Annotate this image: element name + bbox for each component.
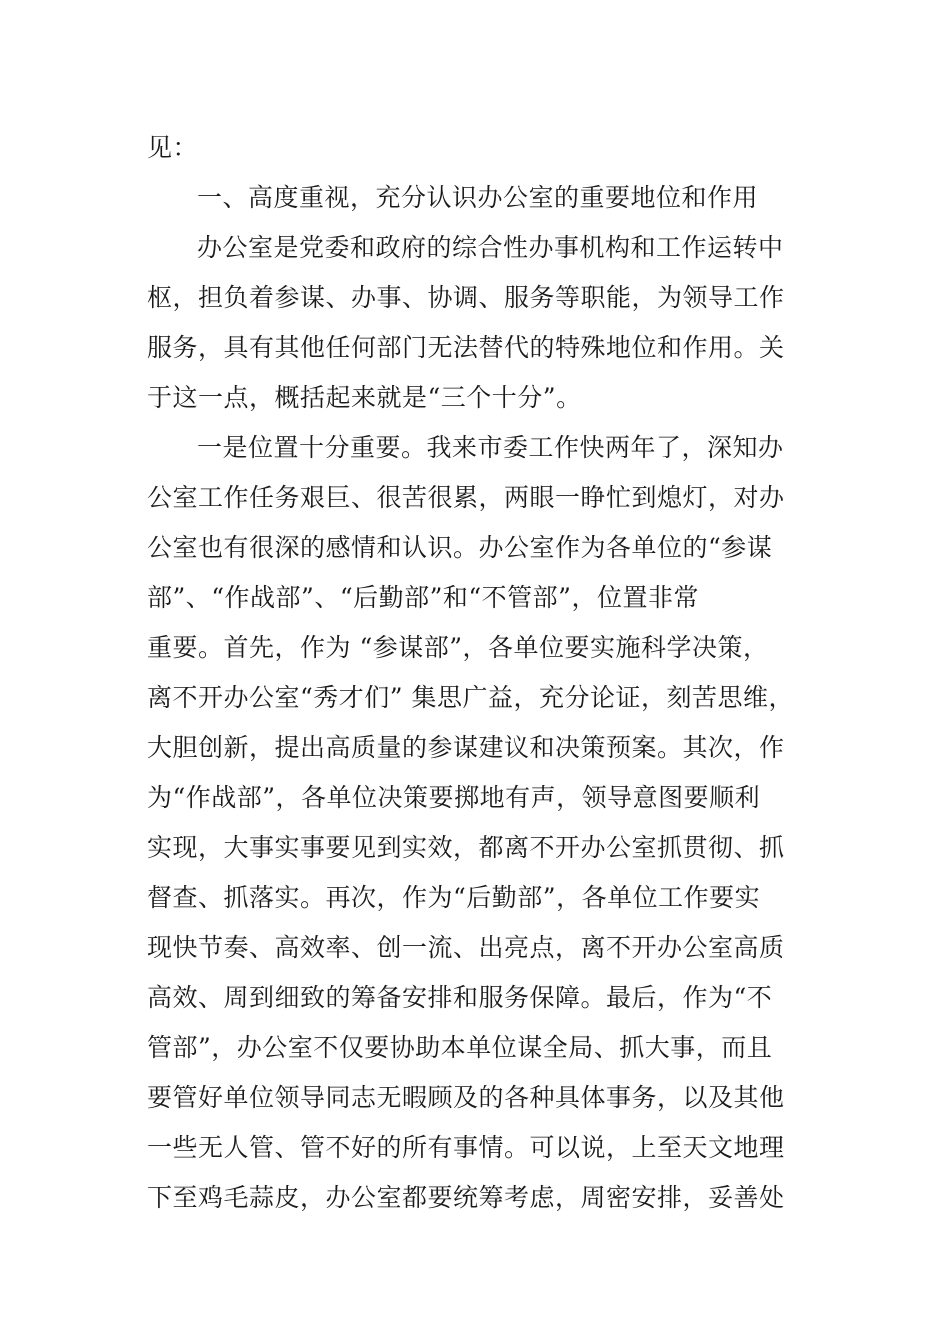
text-line: 大胆创新，提出高质量的参谋建议和决策预案。其次，作 bbox=[147, 733, 785, 762]
text-line: 服务，具有其他任何部门无法替代的特殊地位和作用。关 bbox=[147, 333, 785, 362]
text-line: 现快节奏、高效率、创一流、出亮点，离不开办公室高质 bbox=[147, 933, 785, 962]
text-line: 要管好单位领导同志无暇顾及的各种具体事务，以及其他 bbox=[147, 1083, 785, 1112]
section-heading: 一、高度重视，充分认识办公室的重要地位和作用 bbox=[197, 183, 759, 212]
text-line: 离不开办公室“秀才们” 集思广益，充分论证，刻苦思维， bbox=[147, 683, 795, 712]
text-line: 督查、抓落实。再次，作为“后勤部”，各单位工作要实 bbox=[147, 883, 761, 912]
text-line: 枢，担负着参谋、办事、协调、服务等职能，为领导工作 bbox=[147, 283, 785, 312]
text-line: 公室工作任务艰巨、很苦很累，两眼一睁忙到熄灯，对办 bbox=[147, 483, 785, 512]
text-line: 实现，大事实事要见到实效，都离不开办公室抓贯彻、抓 bbox=[147, 833, 785, 862]
text-line: 部”、“作战部”、“后勤部”和“不管部”，位置非常 bbox=[147, 583, 699, 612]
text-line: 见： bbox=[147, 133, 199, 162]
text-line: 办公室是党委和政府的综合性办事机构和工作运转中 bbox=[197, 233, 784, 262]
text-line: 高效、周到细致的筹备安排和服务保障。最后，作为“不 bbox=[147, 983, 773, 1012]
text-line: 管部”，办公室不仅要协助本单位谋全局、抓大事，而且 bbox=[147, 1033, 773, 1062]
text-line: 公室也有很深的感情和认识。办公室作为各单位的“参谋 bbox=[147, 533, 773, 562]
text-line: 一些无人管、管不好的所有事情。可以说，上至天文地理 bbox=[147, 1133, 785, 1162]
text-line: 为“作战部”，各单位决策要掷地有声，领导意图要顺利 bbox=[147, 783, 761, 812]
text-line: 重要。首先，作为 “参谋部”，各单位要实施科学决策， bbox=[147, 633, 769, 662]
text-line: 于这一点，概括起来就是“三个十分”。 bbox=[147, 383, 582, 412]
text-line: 一是位置十分重要。我来市委工作快两年了，深知办 bbox=[197, 433, 784, 462]
text-line: 下至鸡毛蒜皮，办公室都要统筹考虑，周密安排，妥善处 bbox=[147, 1183, 785, 1212]
